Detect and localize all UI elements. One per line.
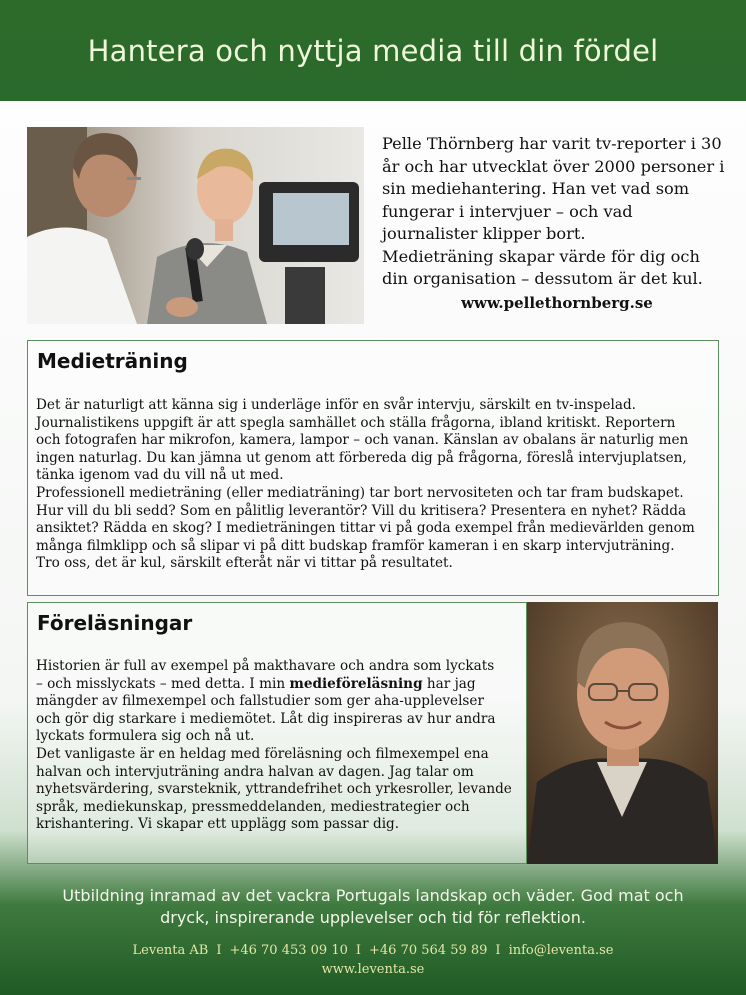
portrait-photo [527,602,718,864]
body-line: lyckats formulera sig och nå ut. [36,728,255,745]
intro-line: din organisation – dessutom är det kul. [382,269,703,288]
body-line: Professionell medieträning (eller mediaträning) tar bort nervositeten och tar fram budskapet. [36,484,684,501]
body-line [36,676,522,694]
email-link[interactable]: info@leventa.se [508,943,614,958]
contact-line [40,941,706,960]
separator: I [355,943,362,958]
section-body [36,658,522,834]
bold-keyword: medieföreläsning [289,675,423,692]
body-line: Det är naturligt att känna sig i underläge inför en svår intervju, särskilt en tv-inspelad. [36,397,636,413]
website-link[interactable]: www.pellethornberg.se [461,293,653,312]
body-line: Tro oss, det är kul, särskilt efteråt när vi tittar på resultatet. [36,555,453,572]
body-text: har jag [422,675,476,692]
section-heading: Medieträning [37,349,188,373]
body-line: och fotografen har mikrofon, kamera, lampor – och vanan. Känslan av obalans är naturlig men [36,432,689,449]
tagline-line: dryck, inspirerande upplevelser och tid för reflektion. [160,908,586,927]
separator: I [495,943,501,958]
medietraning-section [27,340,719,596]
page-header [0,0,746,101]
body-line: Journalistikens uppgift är att spegla samhället och ställa frågorna, ibland kritiskt. Reportern [36,414,676,431]
intro-line: Medieträning skapar värde för dig och [382,246,700,266]
body-line: ingen naturlag. Du kan jämna ut genom att förbereda dig på frågorna, föreslå intervjuplatsen, [36,449,687,466]
body-line: språk, mediekunskap, pressmeddelanden, mediestrategier och [36,798,470,815]
footer-contact [40,941,706,979]
footer-tagline [40,885,706,929]
intro-line: journalister klipper bort. [382,224,586,243]
body-line: tänka igenom vad du vill nå ut med. [36,467,284,484]
body-line: halvan och intervjuträning andra halvan av dagen. Jag talar om [36,763,474,780]
separator: I [216,943,222,958]
body-line: Det vanligaste är en heldag med föreläsning och filmexempel ena [36,745,489,762]
section-body [36,397,712,573]
phone-number[interactable]: +46 70 453 09 10 [229,943,348,958]
body-line: krishantering. Vi skapar ett upplägg som passar dig. [36,816,400,833]
page-title: Hantera och nyttja media till din fördel [87,33,659,68]
body-line: många filmklipp och så slipar vi på ditt budskap framför kameran i en skarp intervjuträning. [36,537,675,554]
tagline-line: Utbildning inramad av det vackra Portugals landskap och väder. God mat och [62,886,684,905]
interview-photo [27,127,364,324]
intro-line: fungerar i intervjuer – och vad [382,201,633,221]
intro-text [382,133,732,314]
forelasningar-section [27,602,527,864]
intro-line: sin mediehantering. Han vet vad som [382,179,690,198]
intro-line: Pelle Thörnberg har varit tv-reporter i 30 [382,134,722,153]
company-name: Leventa AB [132,943,209,958]
body-line: mängder av filmexempel och fallstudier som ger aha-upplevelser [36,693,484,710]
body-line: Hur vill du bli sedd? Som en pålitlig leverantör? Vill du kritisera? Presentera en nyhet? Rädda [36,502,687,519]
intro-line: år och har utvecklat över 2000 personer i [382,156,725,176]
phone-number[interactable]: +46 70 564 59 89 [369,943,488,958]
body-line: ansiktet? Rädda en skog? I medieträningen tittar vi på goda exempel från medievärlden genom [36,520,695,537]
body-line: Historien är full av exempel på makthavare och andra som lyckats [36,658,495,674]
section-heading: Föreläsningar [37,611,193,635]
body-text: – och misslyckats – med detta. I min [36,675,290,692]
body-line: och gör dig starkare i mediemötet. Låt dig inspireras av hur andra [36,710,496,727]
body-line: nyhetsvärdering, svarsteknik, yttrandefrihet och yrkesroller, levande [36,781,512,798]
footer-website-link[interactable]: www.leventa.se [321,962,425,977]
